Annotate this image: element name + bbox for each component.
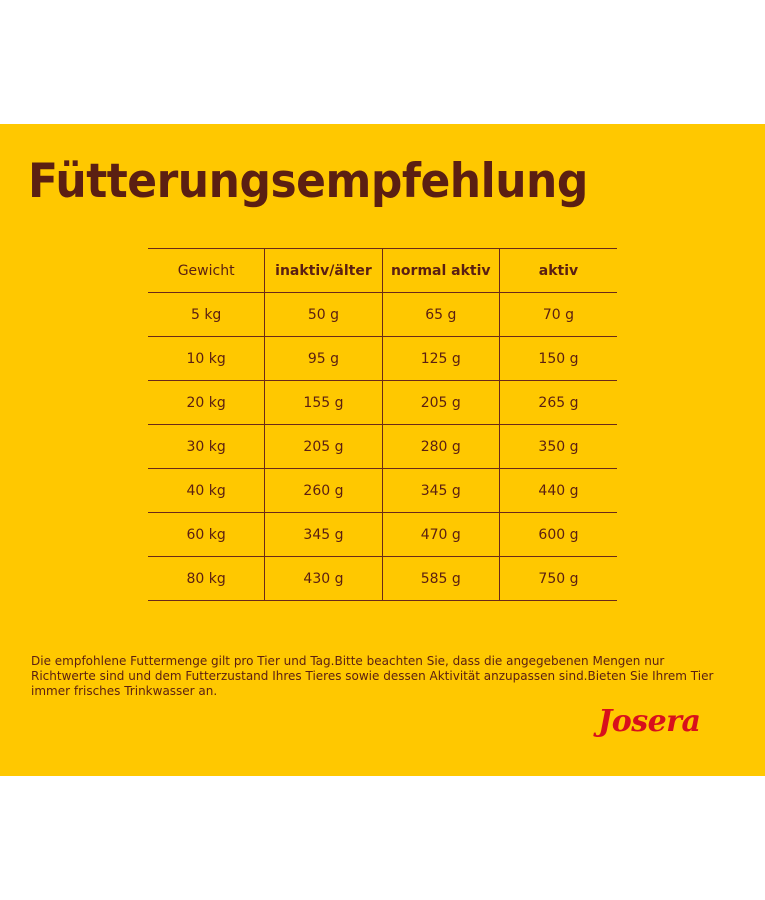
header-normal-active: normal aktiv (382, 249, 499, 293)
table-row (148, 337, 617, 381)
cell-normal-active: 470 g (382, 513, 499, 557)
cell-active: 150 g (499, 337, 617, 381)
cell-weight: 80 kg (148, 557, 265, 601)
cell-active: 440 g (499, 469, 617, 513)
feeding-panel (0, 124, 765, 776)
table-row (148, 293, 617, 337)
cell-normal-active: 585 g (382, 557, 499, 601)
cell-active: 265 g (499, 381, 617, 425)
cell-normal-active: 65 g (382, 293, 499, 337)
header-weight: Gewicht (148, 249, 265, 293)
cell-active: 350 g (499, 425, 617, 469)
cell-weight: 20 kg (148, 381, 265, 425)
page-title: Fütterungsempfehlung (28, 154, 588, 210)
table-row (148, 381, 617, 425)
table-row (148, 425, 617, 469)
cell-weight: 5 kg (148, 293, 265, 337)
cell-inactive: 205 g (265, 425, 382, 469)
cell-inactive: 260 g (265, 469, 382, 513)
table-header-row (148, 249, 617, 293)
cell-weight: 30 kg (148, 425, 265, 469)
header-active: aktiv (499, 249, 617, 293)
feeding-note: Die empfohlene Futtermenge gilt pro Tier und Tag.Bitte beachten Sie, dass die angegebenen Mengen nur Richtwerte sind und dem Futterzustand Ihres Tieres sowie dessen Aktivität anzupassen sind.Bieten Sie Ihrem Tier immer frisches Trinkwasser an. (31, 654, 714, 698)
table-row (148, 469, 617, 513)
cell-weight: 60 kg (148, 513, 265, 557)
table-row (148, 557, 617, 601)
cell-inactive: 155 g (265, 381, 382, 425)
cell-normal-active: 345 g (382, 469, 499, 513)
cell-active: 70 g (499, 293, 617, 337)
table-row (148, 513, 617, 557)
feeding-table (148, 248, 617, 601)
cell-inactive: 345 g (265, 513, 382, 557)
cell-active: 750 g (499, 557, 617, 601)
cell-inactive: 95 g (265, 337, 382, 381)
cell-normal-active: 205 g (382, 381, 499, 425)
cell-normal-active: 125 g (382, 337, 499, 381)
cell-weight: 10 kg (148, 337, 265, 381)
cell-active: 600 g (499, 513, 617, 557)
josera-logo: Josera (598, 704, 701, 739)
cell-inactive: 430 g (265, 557, 382, 601)
cell-weight: 40 kg (148, 469, 265, 513)
header-inactive: inaktiv/älter (265, 249, 382, 293)
cell-normal-active: 280 g (382, 425, 499, 469)
cell-inactive: 50 g (265, 293, 382, 337)
